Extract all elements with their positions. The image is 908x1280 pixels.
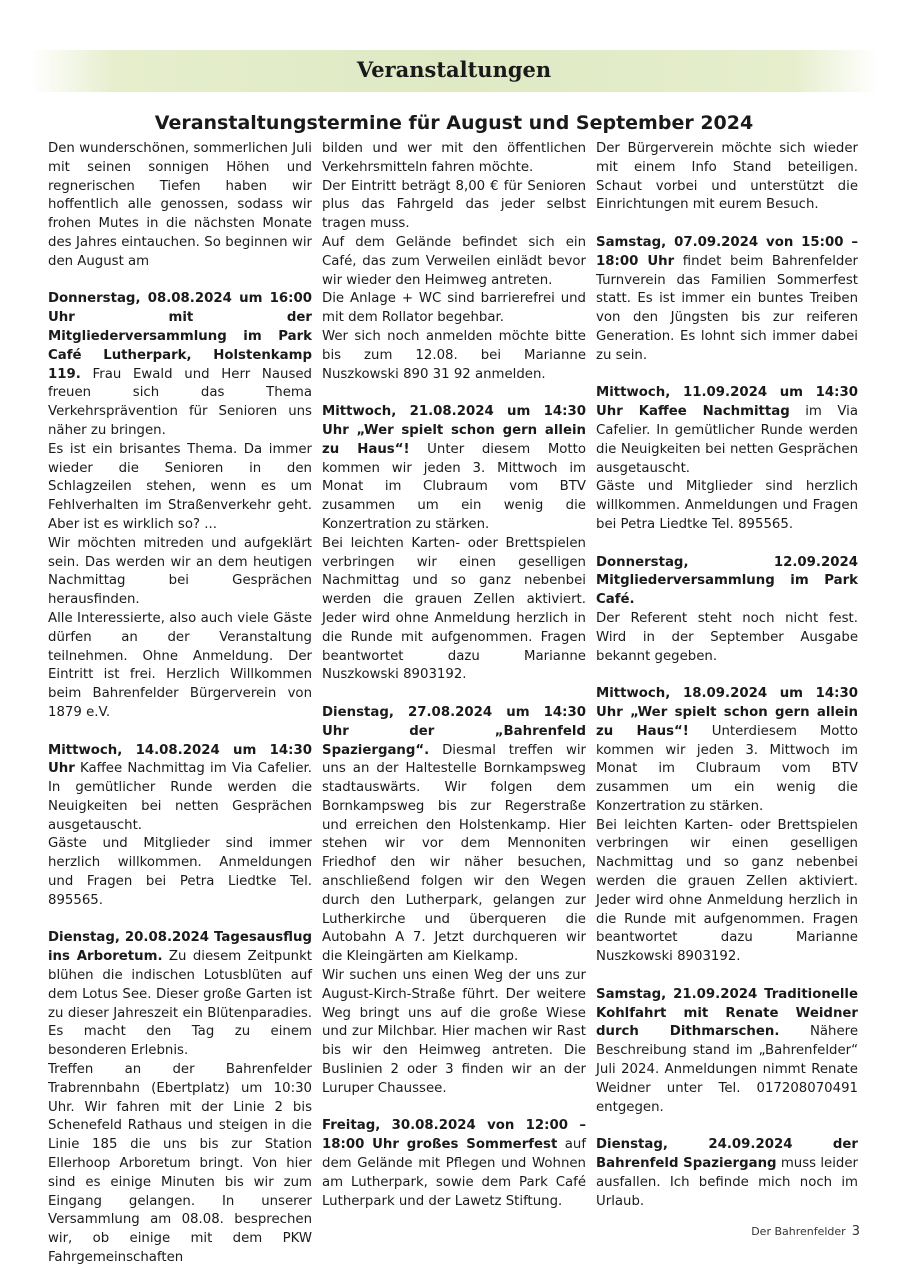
paragraph [322, 140, 586, 178]
paragraph [48, 140, 312, 272]
paragraph [322, 967, 586, 1099]
column-1 [48, 140, 312, 1268]
paragraph-text: Der Referent steht noch nicht fest. Wird in der September Ausgabe bekannt gegeben. [596, 610, 858, 664]
paragraph [48, 290, 312, 440]
paragraph-text: Frau Ewald und Herr Naused freuen sich das Thema Verkehrsprävention für Senioren uns näher zu bringen. [48, 366, 312, 438]
paragraph-text: Den wunderschönen, sommerlichen Juli mit seinen sonnigen Höhen und regnerischen Tiefen haben wir hoffentlich alle genossen, sodass wir frohen Mutes in die nächsten Monate des Jahres eintauchen. So beginnen wir den August am [48, 141, 312, 269]
paragraph-text: Gäste und Mitglieder sind immer herzlich willkommen. Anmeldungen und Fragen bei Petra Liedtke Tel. 895565. [48, 836, 312, 908]
paragraph-text: auf dem Gelände mit Pflegen und Wohnen am Lutherpark, sowie dem Park Café Lutherpark und der Lawetz Stiftung. [322, 1137, 586, 1209]
event-heading: Mittwoch, 18.09.2024 um 14:30 Uhr „Wer spielt schon gern allein zu Haus“! [596, 686, 858, 739]
paragraph [596, 384, 858, 478]
paragraph-text: Der Bürgerverein möchte sich wieder mit einem Info Stand beteiligen. Schaut vorbei und unterstützt die Einrichtungen mit eurem Besuch. [596, 141, 858, 213]
paragraph [48, 535, 312, 610]
event-heading: Mittwoch, 14.08.2024 um 14:30 Uhr [48, 742, 312, 777]
paragraph-text: Wir suchen uns einen Weg der uns zur August-Kirch-Straße führt. Der weitere Weg bringt uns auf die große Wiese und zur Milchbar. Hier machen wir Rast bis wir den Heimweg antreten. Die Buslinien 2 oder 3 finden wir an der Luruper Chaussee. [322, 968, 586, 1096]
paragraph [48, 835, 312, 910]
paragraph [596, 986, 858, 1118]
paragraph-text: bilden und wer mit den öffentlichen Verkehrsmitteln fahren möchte. [322, 141, 586, 175]
paragraph [48, 929, 312, 1061]
paragraph [596, 554, 858, 610]
paragraph-text: Nähere Beschreibung stand im „Bahrenfelder“ Juli 2024. Anmeldungen nimmt Renate Weidner unter Tel. 017208070491 entgegen. [596, 1024, 858, 1115]
event-heading: Donnerstag, 12.09.2024 Mitgliederversammlung im Park Café. [596, 554, 858, 608]
event-heading: Mittwoch, 21.08.2024 um 14:30 Uhr „Wer spielt schon gern allein zu Haus“! [322, 404, 586, 457]
paragraph-text: Diesmal treffen wir uns an der Haltestelle Bornkampsweg stadtauswärts. Wir folgen dem Bornkampsweg bis zur Regerstraße und erreichen den Holstenkamp. Hier stehen wir vor dem Mennoniten Friedhof den wir näher besuchen, anschließend folgen wir den Wegen durch den Lutherpark, gelangen zur Lutherkirche und überqueren die Autobahn A 7. Jetzt durchqueren wir die Kleingärten am Kielkamp. [322, 742, 586, 965]
paragraph [596, 685, 858, 817]
paragraph [322, 403, 586, 535]
paragraph [48, 610, 312, 723]
section-banner [30, 50, 878, 92]
event-heading: Dienstag, 20.08.2024 Tagesausflug ins Arboretum. [48, 930, 312, 965]
paragraph-text: muss leider ausfallen. Ich befinde mich noch im Urlaub. [596, 1156, 858, 1209]
paragraph [322, 234, 586, 290]
paragraph [596, 478, 858, 534]
paragraph [48, 441, 312, 535]
event-heading: Freitag, 30.08.2024 von 12:00 – 18:00 Uhr großes Sommerfest [322, 1118, 586, 1153]
paragraph [322, 1117, 586, 1211]
paragraph-text: Alle Interessierte, also auch viele Gäste dürfen an der Veranstaltung teilnehmen. Ohne Anmeldung. Der Eintritt ist frei. Herzlich Willkommen beim Bahrenfelder Bürgerverein von 1879 e.V. [48, 610, 312, 720]
paragraph [48, 1061, 312, 1268]
paragraph [322, 535, 586, 685]
column-2 [322, 140, 586, 1211]
paragraph-text: Kaffee Nachmittag im Via Cafelier. In gemütlicher Runde werden die Neuigkeiten bei netten Gesprächen ausgetauscht. [48, 761, 312, 833]
paragraph [322, 178, 586, 234]
paragraph-text: findet beim Bahrenfelder Turnverein das Familien Sommerfest statt. Es ist immer ein buntes Treiben von den Jüngsten bis zur reiferen Generation. Es lohnt sich immer dabei zu sein. [596, 253, 858, 363]
event-heading: Dienstag, 24.09.2024 der Bahrenfeld Spaziergang [596, 1137, 858, 1172]
paragraph-text: Zu diesem Zeitpunkt blühen die indischen Lotusblüten auf dem Lotus See. Dieser große Garten ist zu dieser Jahreszeit ein Blütenparadies. Es macht den Tag zu einem besonderen Erlebnis. [48, 949, 312, 1059]
page-title: Veranstaltungstermine für August und September 2024 [154, 112, 754, 134]
paragraph-text: Es ist ein brisantes Thema. Da immer wieder die Senioren in den Schlagzeilen stehen, wenn es um Fehlverhalten im Straßenverkehr geht. Aber ist es wirklich so? ... [48, 441, 312, 532]
paragraph-text: im Via Cafelier. In gemütlicher Runde werden die Neuigkeiten bei netten Gesprächen ausgetauscht. [596, 404, 859, 476]
paragraph [322, 290, 586, 328]
paragraph-text: Der Eintritt beträgt 8,00 € für Senioren plus das Fahrgeld das jeder selbst tragen muss. [322, 178, 586, 232]
event-heading: Mittwoch, 11.09.2024 um 14:30 Uhr Kaffee Nachmittag [596, 385, 858, 420]
paragraph [596, 817, 858, 967]
paragraph-text: Gäste und Mitglieder sind herzlich willkommen. Anmeldungen und Fragen bei Petra Liedtke Tel. 895565. [596, 479, 858, 532]
section-title: Veranstaltungen [356, 57, 552, 82]
event-heading: Samstag, 21.09.2024 Traditionelle Kohlfahrt mit Renate Weidner durch Dithmarschen. [596, 986, 858, 1040]
paragraph-text: Unterdiesem Motto kommen wir jeden 3. Mittwoch im Monat im Clubraum vom BTV zusammen um ein wenig die Konzertration zu stärken. [596, 723, 858, 814]
paragraph-text: Bei leichten Karten- oder Brettspielen verbringen wir einen geselligen Nachmittag und so ganz nebenbei werden die grauen Zellen aktiviert. Jeder wird ohne Anmeldung herzlich in die Runde mit aufgenommen. Fragen beantwortet dazu Marianne Nuszkowski 8903192. [322, 535, 586, 683]
event-heading: Samstag, 07.09.2024 von 15:00 – 18:00 Uhr [596, 234, 858, 269]
paragraph-text: Wer sich noch anmelden möchte bitte bis zum 12.08. bei Marianne Nuszkowski 890 31 92 anmelden. [322, 328, 586, 382]
paragraph-text: Auf dem Gelände befindet sich ein Café, das zum Verweilen einlädt bevor wir wieder den Heimweg antreten. [322, 234, 586, 288]
event-heading: Dienstag, 27.08.2024 um 14:30 Uhr der „Bahrenfeld Spaziergang“. [322, 704, 586, 758]
paragraph [322, 704, 586, 967]
paragraph-text: Treffen an der Bahrenfelder Trabrennbahn (Ebertplatz) um 10:30 Uhr. Wir fahren mit der Linie 2 bis Schenefeld Rathaus und steigen in die Linie 185 die uns bis zur Station Ellerhoop Arboretum bringt. Von hier sind es einige Minuten bis wir zum Eingang gelangen. In unserer Versammlung am 08.08. besprechen wir, ob einige mit dem PKW Fahrgemeinschaften [48, 1062, 312, 1266]
event-heading: Donnerstag, 08.08.2024 um 16:00 Uhr mit der Mitgliederversammlung im Park Café Lutherpark, Holstenkamp 119. [48, 291, 312, 382]
paragraph [596, 140, 858, 215]
paragraph [596, 234, 858, 366]
page-number: 3 [851, 1224, 860, 1239]
publication-name: Der Bahrenfelder [751, 1225, 846, 1238]
column-3 [596, 140, 858, 1211]
paragraph [596, 1136, 858, 1211]
paragraph [596, 610, 858, 666]
paragraph-text: Die Anlage + WC sind barrierefrei und mit dem Rollator begehbar. [322, 291, 586, 326]
paragraph [322, 328, 586, 384]
page-footer [751, 1224, 860, 1239]
paragraph [48, 742, 312, 836]
paragraph-text: Bei leichten Karten- oder Brettspielen verbringen wir einen geselligen Nachmittag und so ganz nebenbei werden die grauen Zellen aktiviert. Jeder wird ohne Anmeldung herzlich in die Runde mit aufgenommen. Fragen beantwortet dazu Marianne Nuszkowski 8903192. [596, 817, 858, 965]
paragraph-text: Wir möchten mitreden und aufgeklärt sein. Das werden wir an dem heutigen Nachmittag bei Gesprächen herausfinden. [48, 535, 312, 608]
paragraph-text: Unter diesem Motto kommen wir jeden 3. Mittwoch im Monat im Clubraum vom BTV zusammen um ein wenig die Konzertration zu stärken. [322, 441, 586, 532]
